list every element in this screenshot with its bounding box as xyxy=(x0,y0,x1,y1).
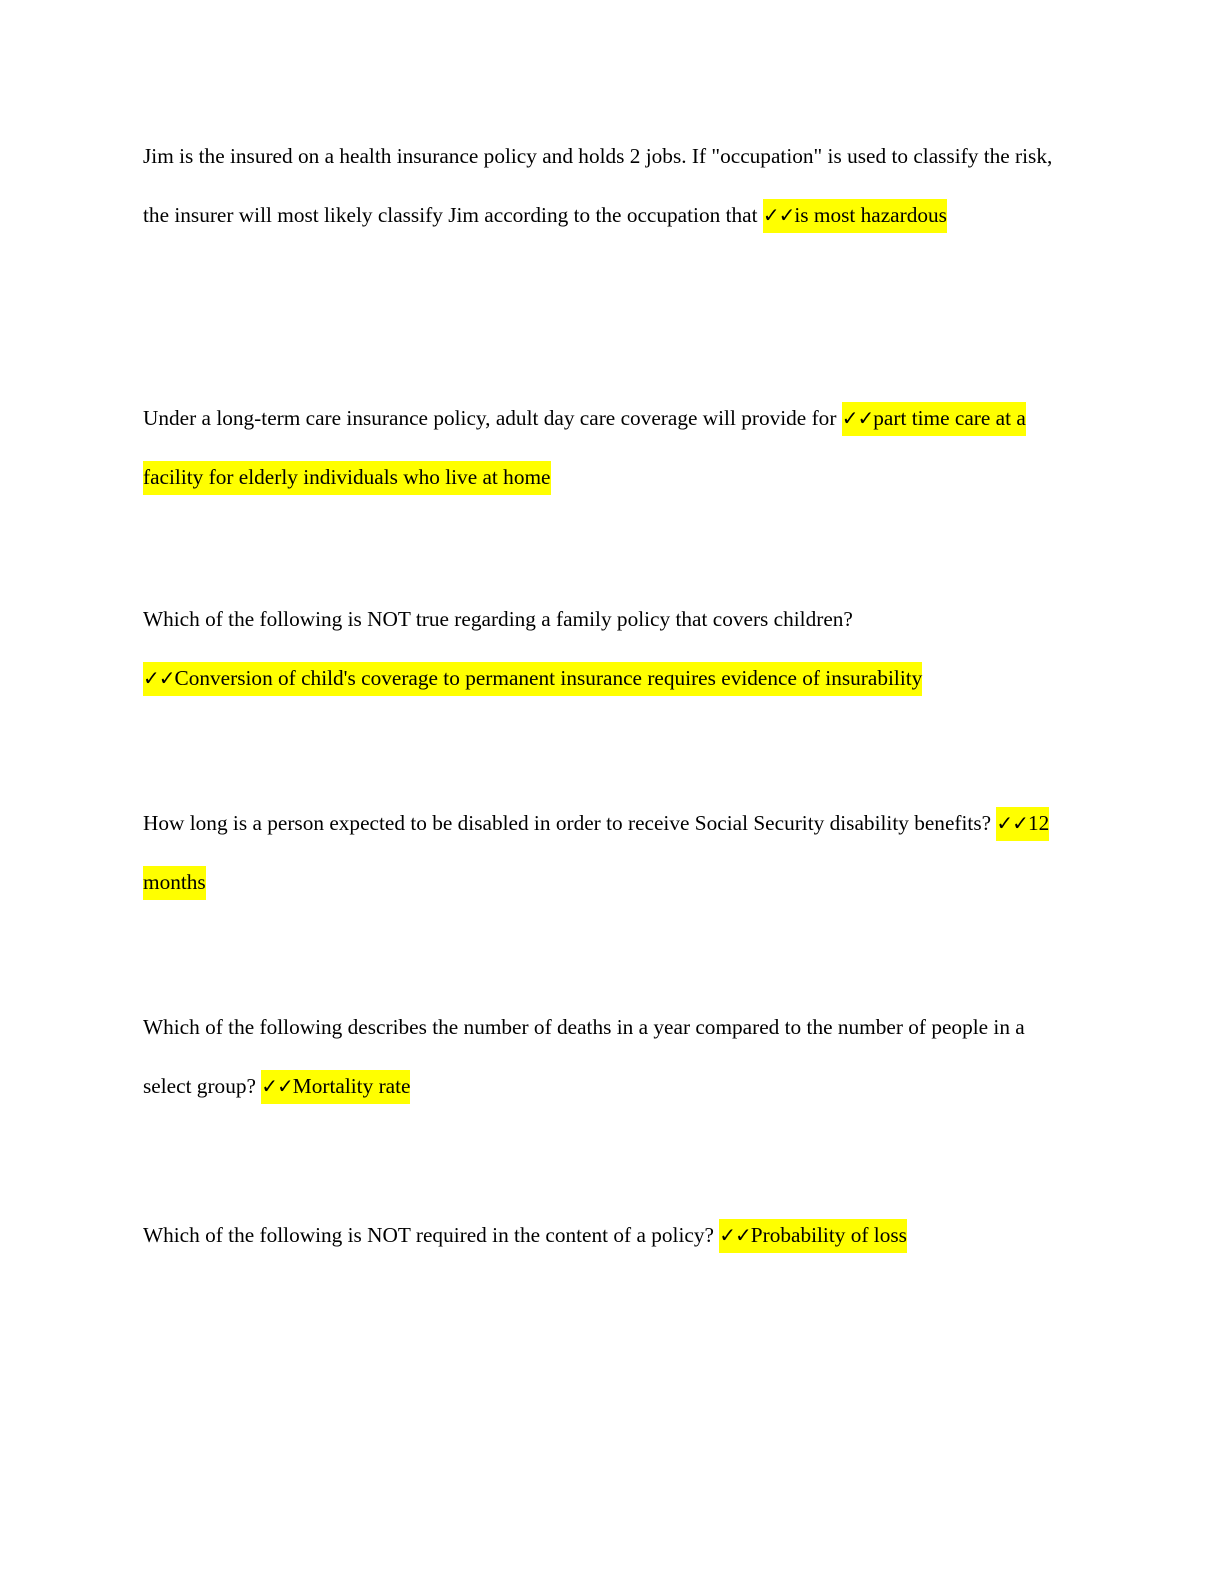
question-text: Which of the following describes the number of deaths in a year compared to the number of people in a select group? xyxy=(143,1015,1025,1098)
answer-highlight xyxy=(261,1070,410,1104)
question-text: Which of the following is NOT true regarding a family policy that covers children? xyxy=(143,607,853,631)
double-check-icon: ✓✓ xyxy=(143,666,175,690)
double-check-icon: ✓✓ xyxy=(719,1223,751,1247)
answer-highlight xyxy=(143,662,922,696)
answer-text: Mortality rate xyxy=(292,1074,411,1098)
question-text: Under a long-term care insurance policy, adult day care coverage will provide for xyxy=(143,406,837,430)
answer-text: is most hazardous xyxy=(794,203,947,227)
answer-highlight xyxy=(763,199,947,233)
double-check-icon: ✓✓ xyxy=(996,811,1028,835)
qa-item-occupation xyxy=(143,127,1055,245)
double-check-icon: ✓✓ xyxy=(261,1074,293,1098)
qa-item-policy-content xyxy=(143,1206,1055,1265)
double-check-icon: ✓✓ xyxy=(841,406,874,430)
answer-text: Probability of loss xyxy=(750,1223,907,1247)
answer-text: part time care at a facility for elderly individuals who live at home xyxy=(143,406,1026,489)
question-text: How long is a person expected to be disabled in order to receive Social Security disability benefits? xyxy=(143,811,992,835)
answer-text: 12 months xyxy=(143,811,1050,894)
qa-item-family-policy xyxy=(143,590,1055,708)
question-text: Jim is the insured on a health insurance policy and holds 2 jobs. If "occupation" is used to classify the risk, the insurer will most likely classify Jim according to the occupation that xyxy=(143,144,1053,227)
qa-item-adult-day-care xyxy=(143,389,1055,507)
qa-item-social-security xyxy=(143,794,1055,912)
answer-highlight xyxy=(719,1219,907,1253)
qa-item-mortality xyxy=(143,998,1055,1116)
answer-text: Conversion of child's coverage to permanent insurance requires evidence of insurability xyxy=(174,666,923,690)
double-check-icon: ✓✓ xyxy=(762,203,795,227)
question-text: Which of the following is NOT required in the content of a policy? xyxy=(143,1223,714,1247)
